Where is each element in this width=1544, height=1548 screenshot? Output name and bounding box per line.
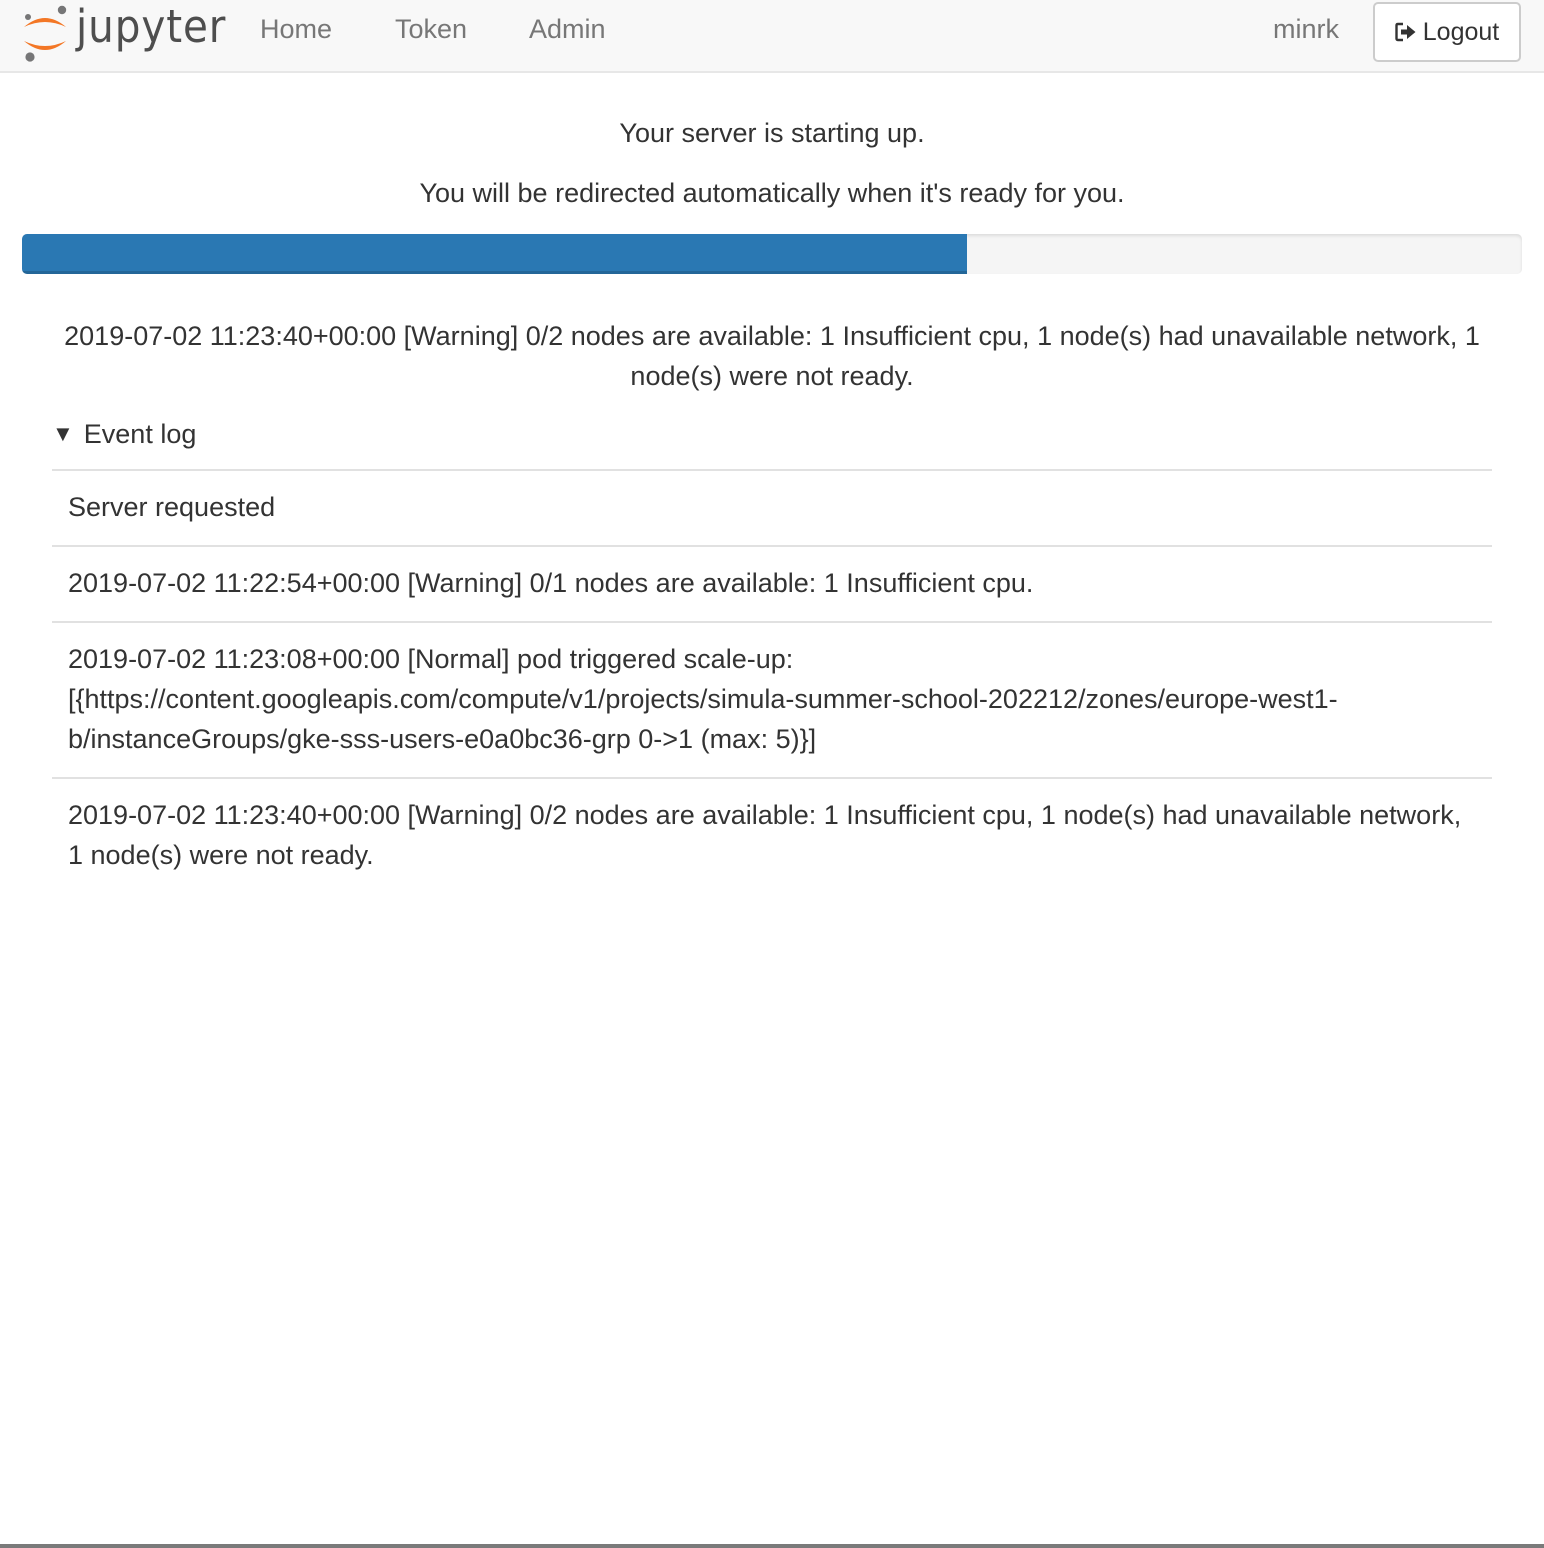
sign-out-icon [1395, 22, 1417, 42]
progress-bar-fill [22, 234, 967, 274]
brand-wordmark: jupyter [76, 0, 227, 53]
redirect-message: You will be redirected automatically when it's ready for you. [419, 178, 1125, 208]
event-log-toggle[interactable] [52, 414, 1492, 454]
progress-bar-track [22, 234, 1522, 274]
navbar [0, 0, 1544, 73]
nav-link-home[interactable]: Home [260, 14, 333, 44]
starting-message: Your server is starting up. [619, 118, 925, 148]
nav-link-token[interactable]: Token [395, 14, 468, 44]
disclosure-triangle-icon: ▼ [52, 421, 74, 446]
event-log [52, 414, 1492, 893]
nav-link-admin[interactable]: Admin [529, 14, 606, 44]
jupyter-logo-icon [18, 3, 68, 63]
window-bottom-edge [0, 1544, 1544, 1548]
event-log-label: Event log [83, 418, 197, 449]
log-item: Server requested [52, 471, 1492, 547]
log-item: 2019-07-02 11:23:08+00:00 [Normal] pod triggered scale-up: [{https://content.googleapis.com/compute/v1/projects/simula-summer-school-202212/zones/europe-west1-b/instanceGroups/gke-sss-users-e0a0bc36-grp 0->1 (max: 5)}] [52, 623, 1492, 779]
brand-logo-link[interactable] [18, 2, 243, 64]
log-item: 2019-07-02 11:23:40+00:00 [Warning] 0/2 nodes are available: 1 Insufficient cpu, 1 node(s) had unavailable network, 1 node(s) were not ready. [68, 800, 1462, 870]
latest-event-message: 2019-07-02 11:23:40+00:00 [Warning] 0/2 nodes are available: 1 Insufficient cpu, 1 node(s) had unavailable network, 1 node(s) were not ready. [64, 321, 1480, 391]
username-label: minrk [1273, 14, 1339, 44]
logout-label: Logout [1422, 17, 1500, 46]
event-log-list [52, 469, 1492, 893]
log-item: 2019-07-02 11:22:54+00:00 [Warning] 0/1 nodes are available: 1 Insufficient cpu. [52, 547, 1492, 623]
logout-button[interactable] [1373, 2, 1521, 62]
